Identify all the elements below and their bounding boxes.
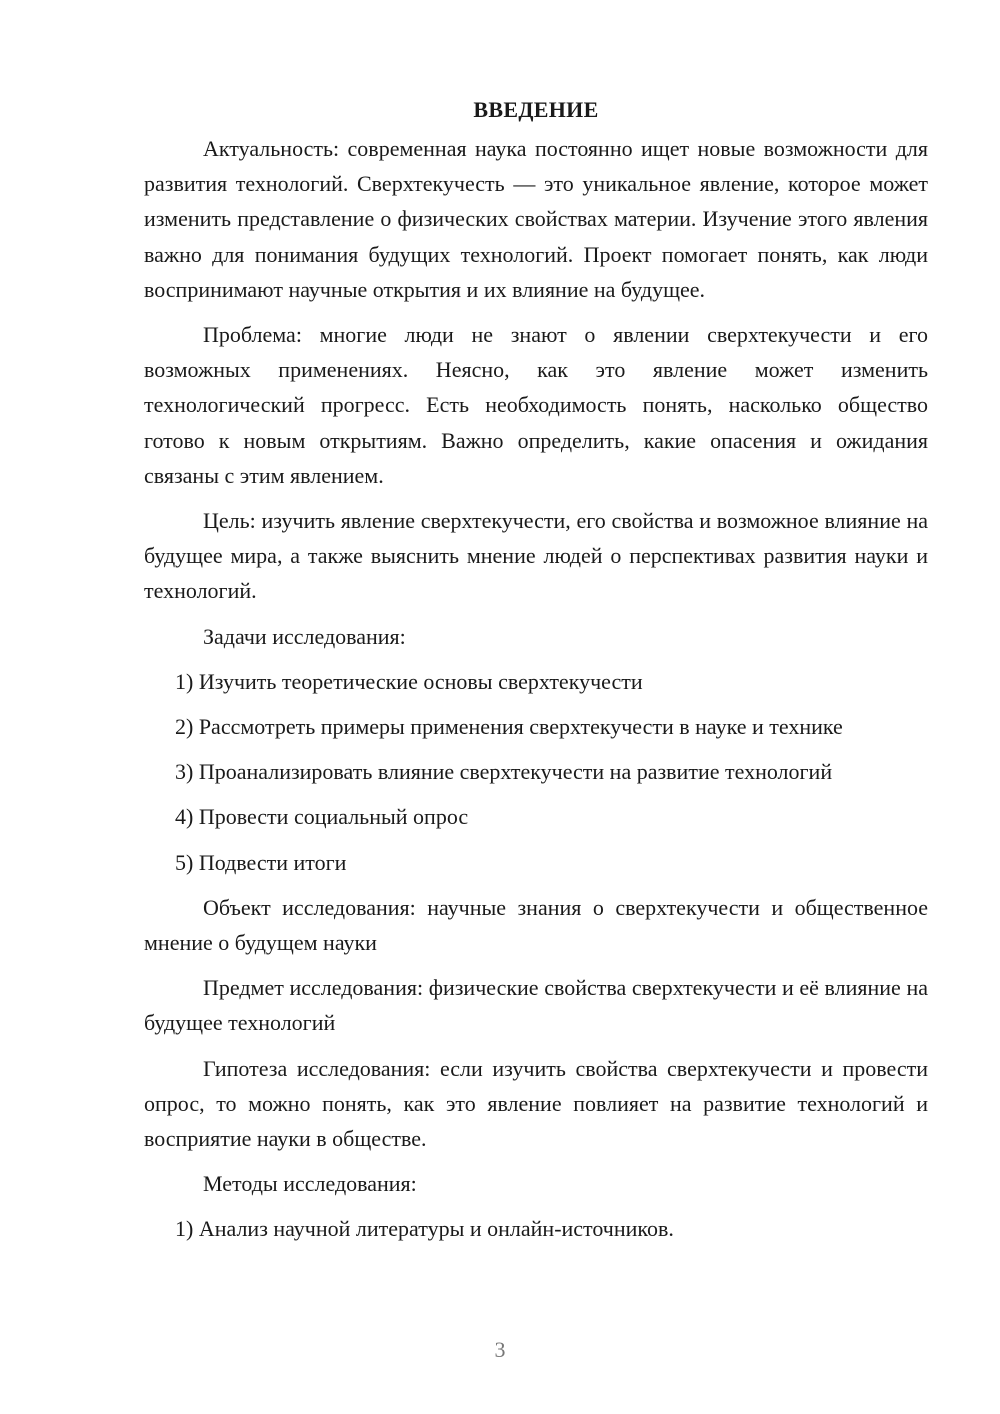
problem-paragraph: Проблема: многие люди не знают о явлении сверхтекучести и его возможных применениях. Неясно, как это явление может изменить технологический прогресс. Есть необходимость понять, насколько общество готово к новым открытиям. Важно определить, какие опасения и ожидания связаны с этим явлением.: [144, 322, 928, 488]
task-item: 1) Изучить теоретические основы сверхтекучести: [175, 668, 643, 694]
relevance-paragraph: Актуальность: современная наука постоянно ищет новые возможности для развития технологий. Сверхтекучесть — это уникальное явление, которое может изменить представление о физических свойствах материи. Изучение этого явления важно для понимания будущих технологий. Проект помогает понять, как люди воспринимают научные открытия и их влияние на будущее.: [144, 136, 928, 302]
methods-list: [144, 1211, 928, 1246]
task-item: 2) Рассмотреть примеры применения сверхтекучести в науке и технике: [175, 714, 843, 740]
goal-paragraph: Цель: изучить явление сверхтекучести, его свойства и возможное влияние на будущее мира, а также выяснить мнение людей о перспективах развития науки и технологий.: [144, 508, 928, 604]
task-item: 3) Проанализировать влияние сверхтекучести на развитие технологий: [175, 759, 833, 785]
tasks-heading: Задачи исследования:: [203, 623, 406, 649]
methods-heading: Методы исследования:: [203, 1171, 417, 1197]
method-item: 1) Анализ научной литературы и онлайн-источников.: [175, 1216, 674, 1242]
subject-paragraph: Предмет исследования: физические свойства сверхтекучести и её влияние на будущее технологий: [144, 975, 928, 1036]
document-body: [144, 95, 928, 1257]
page-number: 3: [494, 1337, 506, 1362]
task-item: 5) Подвести итоги: [175, 849, 347, 875]
hypothesis-paragraph: Гипотеза исследования: если изучить свойства сверхтекучести и провести опрос, то можно понять, как это явление повлияет на развитие технологий и восприятие науки в обществе.: [144, 1055, 928, 1152]
tasks-list: [144, 664, 928, 880]
task-item: 4) Провести социальный опрос: [175, 804, 469, 830]
object-paragraph: Объект исследования: научные знания о сверхтекучести и общественное мнение о будущем науки: [144, 894, 928, 956]
page-title: ВВЕДЕНИЕ: [473, 97, 599, 122]
